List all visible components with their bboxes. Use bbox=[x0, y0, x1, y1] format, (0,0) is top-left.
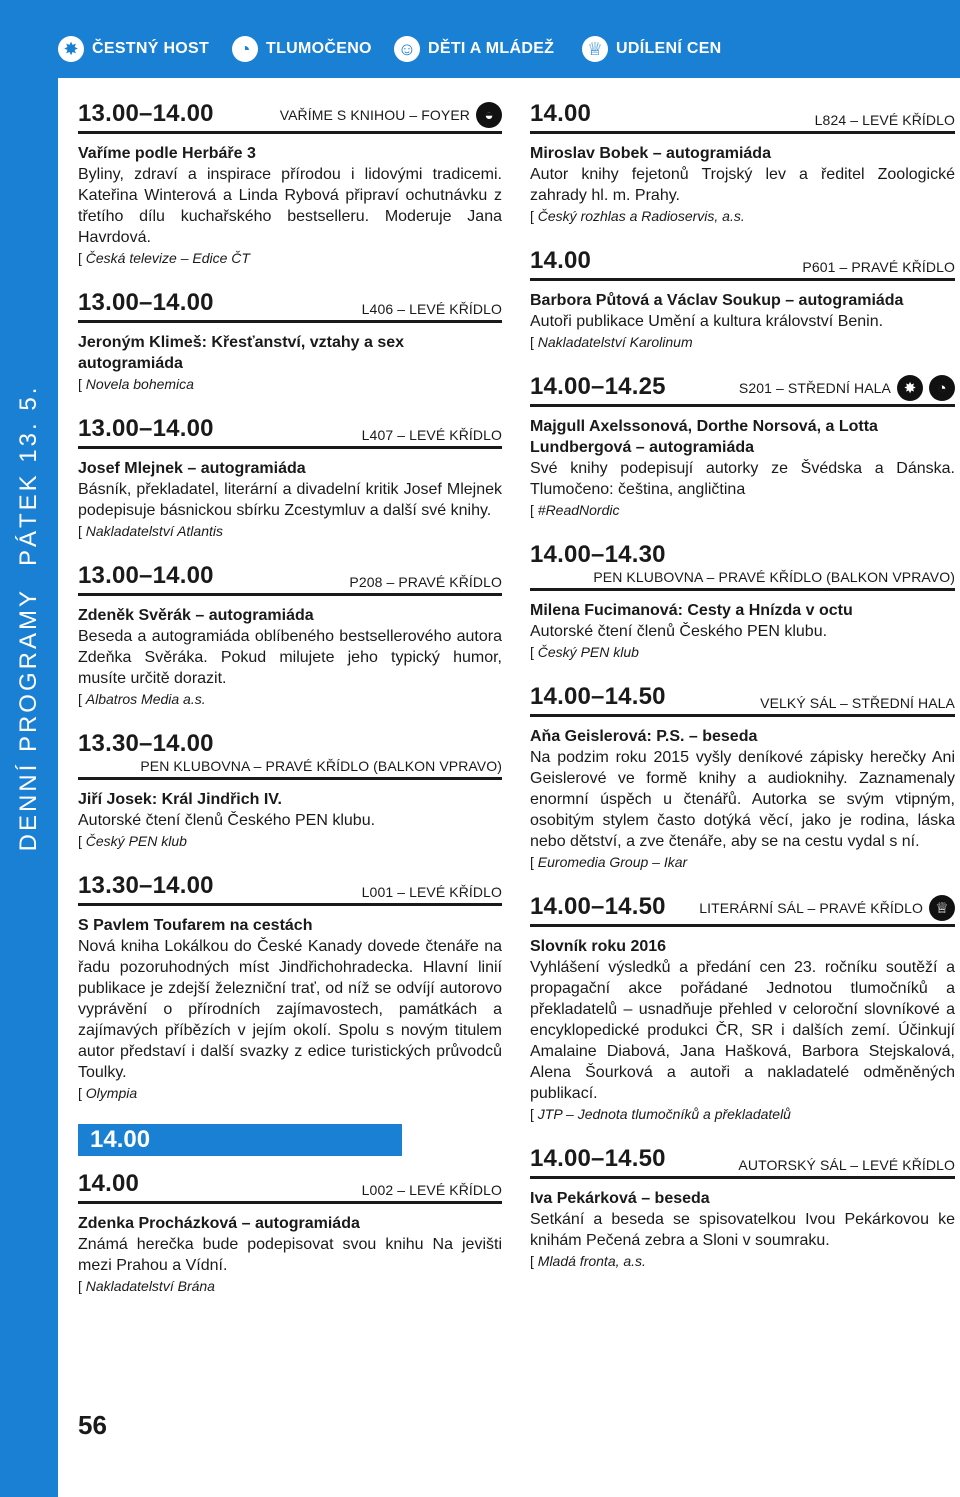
event-title: Josef Mlejnek – autogramiáda bbox=[78, 460, 306, 477]
event-entry bbox=[78, 562, 502, 710]
event-description: Autor knihy fejetonů Trojský lev a ředitel Zoologické zahrady hl. m. Prahy. bbox=[530, 166, 955, 204]
event-place: L407 – LEVÉ KŘÍDLO bbox=[361, 427, 502, 443]
event-header bbox=[78, 100, 502, 134]
event-place: P208 – PRAVÉ KŘÍDLO bbox=[349, 574, 502, 590]
event-entry bbox=[78, 100, 502, 269]
page-number: 56 bbox=[78, 1410, 107, 1440]
event-entry bbox=[530, 893, 955, 1125]
event-place: PEN KLUBOVNA – PRAVÉ KŘÍDLO (BALKON VPRAVO) bbox=[593, 569, 955, 585]
event-time: 14.00–14.50 bbox=[530, 683, 666, 710]
event-place: P601 – PRAVÉ KŘÍDLO bbox=[802, 259, 955, 275]
event-entry bbox=[530, 683, 955, 873]
cooking-pot-icon: ◒ bbox=[476, 102, 502, 128]
event-title: Jeroným Klimeš: Křesťanství, vztahy a sex autogramiáda bbox=[78, 334, 405, 372]
event-time: 14.00 bbox=[530, 100, 592, 127]
event-description: Známá herečka bude podepisovat svou knihu Na jevišti mezi Prahou a Vídní. bbox=[78, 1236, 502, 1274]
event-description: Setkání a beseda se spisovatelkou Ivou Pekárkovou ke knihám Pečená zebra a Sloni v soumraku. bbox=[530, 1211, 955, 1249]
event-time: 13.30–14.00 bbox=[78, 872, 214, 899]
event-header bbox=[530, 247, 955, 281]
event-description: Vyhlášení výsledků a předání cen 23. ročníku soutěží a propagační akce pořádané Jednotou tlumočníků a překladatelů – usnadňuje přehled v celoroční slovníkové a encyklopedické produkci ČR, SR i dalších zemí. Účinkují Amalaine Diabová, Jana Hašková, Barbora Stejskalová, Alena Šourková a autoři a nakladatelé odměněných publikací. bbox=[530, 959, 955, 1102]
event-title: Iva Pekárková – beseda bbox=[530, 1190, 710, 1207]
event-description: Básník, překladatel, literární a divadelní kritik Josef Mlejnek podepisuje básnickou sbírku Zcestymluv a další své knihy. bbox=[78, 481, 502, 519]
section-title: DENNÍ PROGRAMY bbox=[15, 588, 42, 852]
legend-awards: ♕ UDÍLENÍ CEN bbox=[582, 36, 722, 62]
event-place: L406 – LEVÉ KŘÍDLO bbox=[361, 301, 502, 317]
event-entry bbox=[530, 373, 955, 521]
time-section-bar: 14.00 bbox=[78, 1124, 402, 1156]
event-header bbox=[530, 1145, 955, 1179]
category-legend-bar bbox=[0, 0, 960, 78]
event-place: AUTORSKÝ SÁL – LEVÉ KŘÍDLO bbox=[738, 1157, 955, 1173]
event-description: Autoři publikace Umění a kultura království Benin. bbox=[530, 313, 884, 330]
event-time: 14.00 bbox=[78, 1170, 140, 1197]
event-entry bbox=[78, 1170, 502, 1297]
event-place: PEN KLUBOVNA – PRAVÉ KŘÍDLO (BALKON VPRAVO) bbox=[140, 758, 502, 774]
event-time: 13.00–14.00 bbox=[78, 289, 214, 316]
event-entry bbox=[78, 415, 502, 542]
trophy-icon: ♕ bbox=[582, 36, 608, 62]
event-source: [ Euromedia Group – Ikar bbox=[530, 854, 688, 870]
event-place: VELKÝ SÁL – STŘEDNÍ HALA bbox=[760, 695, 955, 711]
event-header bbox=[530, 683, 955, 717]
event-title: Aňa Geislerová: P.S. – beseda bbox=[530, 728, 758, 745]
event-place: VAŘÍME S KNIHOU – FOYER bbox=[279, 107, 470, 123]
event-source: [ Novela bohemica bbox=[78, 376, 194, 392]
event-source: [ Albatros Media a.s. bbox=[78, 691, 206, 707]
event-description: Autorské čtení členů Českého PEN klubu. bbox=[78, 812, 376, 829]
event-place: LITERÁRNÍ SÁL – PRAVÉ KŘÍDLO bbox=[699, 900, 923, 916]
speaking-head-icon: ◔ bbox=[929, 375, 955, 401]
event-header bbox=[78, 1170, 502, 1204]
event-header bbox=[530, 893, 955, 927]
event-time: 14.00 bbox=[530, 247, 592, 274]
event-source: [ Nakladatelství Atlantis bbox=[78, 523, 223, 539]
event-entry bbox=[78, 730, 502, 852]
event-description: Nová kniha Lokálkou do České Kanady dovede čtenáře na řadu pozoruhodných míst Jindřichohradecka. Hlavní linií publikace je zdejší železniční trať, od níž se odvíjí autorovo vyprávění o přírodních zajímavostech, památkách a zajímavých příbězích v jejím okolí. Spolu s novým titulem autor představí i další svazky z edice turistických průvodců Toulky. bbox=[78, 938, 502, 1081]
event-source: [ Nakladatelství Brána bbox=[78, 1278, 215, 1294]
event-header bbox=[78, 872, 502, 906]
event-source: [ Český rozhlas a Radioservis, a.s. bbox=[530, 208, 745, 224]
event-description: Byliny, zdraví a inspirace přírodou i lidovými tradicemi. Kateřina Winterová a Linda Rybová připraví ochutnávku z třetího dílu kuchařského bestselleru. Moderuje Jana Havrdová. bbox=[78, 166, 502, 246]
right-column bbox=[530, 100, 955, 1292]
event-entry bbox=[530, 247, 955, 353]
event-header bbox=[530, 373, 955, 407]
event-title: Milena Fucimanová: Cesty a Hnízda v octu bbox=[530, 602, 853, 619]
event-place: L001 – LEVÉ KŘÍDLO bbox=[361, 884, 502, 900]
day-label: PÁTEK 13. 5. bbox=[15, 384, 42, 567]
event-time: 13.00–14.00 bbox=[78, 562, 214, 589]
event-entry bbox=[530, 1145, 955, 1272]
event-title: Zdenka Procházková – autogramiáda bbox=[78, 1215, 360, 1232]
event-title: Barbora Půtová a Václav Soukup – autogramiáda bbox=[530, 292, 904, 309]
trophy-icon: ♕ bbox=[929, 895, 955, 921]
event-time: 13.00–14.00 bbox=[78, 100, 214, 127]
event-title: Miroslav Bobek – autogramiáda bbox=[530, 145, 771, 162]
event-source: [ Nakladatelství Karolinum bbox=[530, 334, 693, 350]
event-header bbox=[78, 562, 502, 596]
event-place: L002 – LEVÉ KŘÍDLO bbox=[361, 1182, 502, 1198]
side-banner bbox=[0, 78, 58, 1497]
event-time: 14.00–14.50 bbox=[530, 893, 666, 920]
event-source: [ Olympia bbox=[78, 1085, 138, 1101]
event-place: L824 – LEVÉ KŘÍDLO bbox=[814, 112, 955, 128]
event-header bbox=[530, 541, 955, 591]
event-title: Majgull Axelssonová, Dorthe Norsová, a Lotta Lundbergová – autogramiáda bbox=[530, 418, 878, 456]
event-description: Beseda a autogramiáda oblíbeného bestsellerového autora Zdeňka Svěráka. Pokud milujete jeho typický humor, musíte určitě dorazit. bbox=[78, 628, 502, 687]
event-header bbox=[78, 415, 502, 449]
event-source: [ Český PEN klub bbox=[78, 833, 187, 849]
event-place: S201 – STŘEDNÍ HALA bbox=[738, 380, 891, 396]
legend-children: ☺ DĚTI A MLÁDEŽ bbox=[394, 36, 554, 62]
event-source: [ #ReadNordic bbox=[530, 502, 620, 518]
event-time: 13.00–14.00 bbox=[78, 415, 214, 442]
event-entry bbox=[78, 289, 502, 395]
left-column bbox=[78, 100, 502, 1317]
event-title: Slovník roku 2016 bbox=[530, 938, 667, 955]
event-time: 14.00–14.50 bbox=[530, 1145, 666, 1172]
event-time: 14.00–14.30 bbox=[530, 541, 666, 568]
event-source: [ Česká televize – Edice ČT bbox=[78, 250, 250, 266]
event-title: Jiří Josek: Král Jindřich IV. bbox=[78, 791, 282, 808]
event-source: [ JTP – Jednota tlumočníků a překladatelů bbox=[530, 1106, 791, 1122]
event-source: [ Český PEN klub bbox=[530, 644, 639, 660]
event-time: 14.00–14.25 bbox=[530, 373, 666, 400]
event-title: S Pavlem Toufarem na cestách bbox=[78, 917, 313, 934]
event-header bbox=[530, 100, 955, 134]
star-burst-icon: ✸ bbox=[897, 375, 923, 401]
side-banner-text bbox=[15, 385, 43, 852]
legend-interpreted: ◔ TLUMOČENO bbox=[232, 36, 372, 62]
speaking-head-icon: ◔ bbox=[232, 36, 258, 62]
event-title: Vaříme podle Herbáře 3 bbox=[78, 145, 256, 162]
event-entry bbox=[530, 541, 955, 663]
event-time: 13.30–14.00 bbox=[78, 730, 214, 757]
star-burst-icon: ✸ bbox=[58, 36, 84, 62]
event-entry bbox=[78, 872, 502, 1104]
event-description: Autorské čtení členů Českého PEN klubu. bbox=[530, 623, 828, 640]
event-description: Na podzim roku 2015 vyšly deníkové zápisky herečky Ani Geislerové ve formě knihy a audioknihy. Zaznamenaly enormní úspěch u čtenářů. Autorka se svým vtipným, osobitým stylem často dotýká věcí, jako je rodina, láska nebo dětství, a zve čtenáře, aby se na cestu vydal s ní. bbox=[530, 749, 955, 850]
event-title: Zdeněk Svěrák – autogramiáda bbox=[78, 607, 314, 624]
event-header bbox=[78, 730, 502, 780]
event-source: [ Mladá fronta, a.s. bbox=[530, 1253, 646, 1269]
event-description: Své knihy podepisují autorky ze Švédska a Dánska. Tlumočeno: čeština, angličtina bbox=[530, 460, 955, 498]
smiley-icon: ☺ bbox=[394, 36, 420, 62]
event-header bbox=[78, 289, 502, 323]
legend-honored-guest: ✸ ČESTNÝ HOST bbox=[58, 36, 209, 62]
event-entry bbox=[530, 100, 955, 227]
